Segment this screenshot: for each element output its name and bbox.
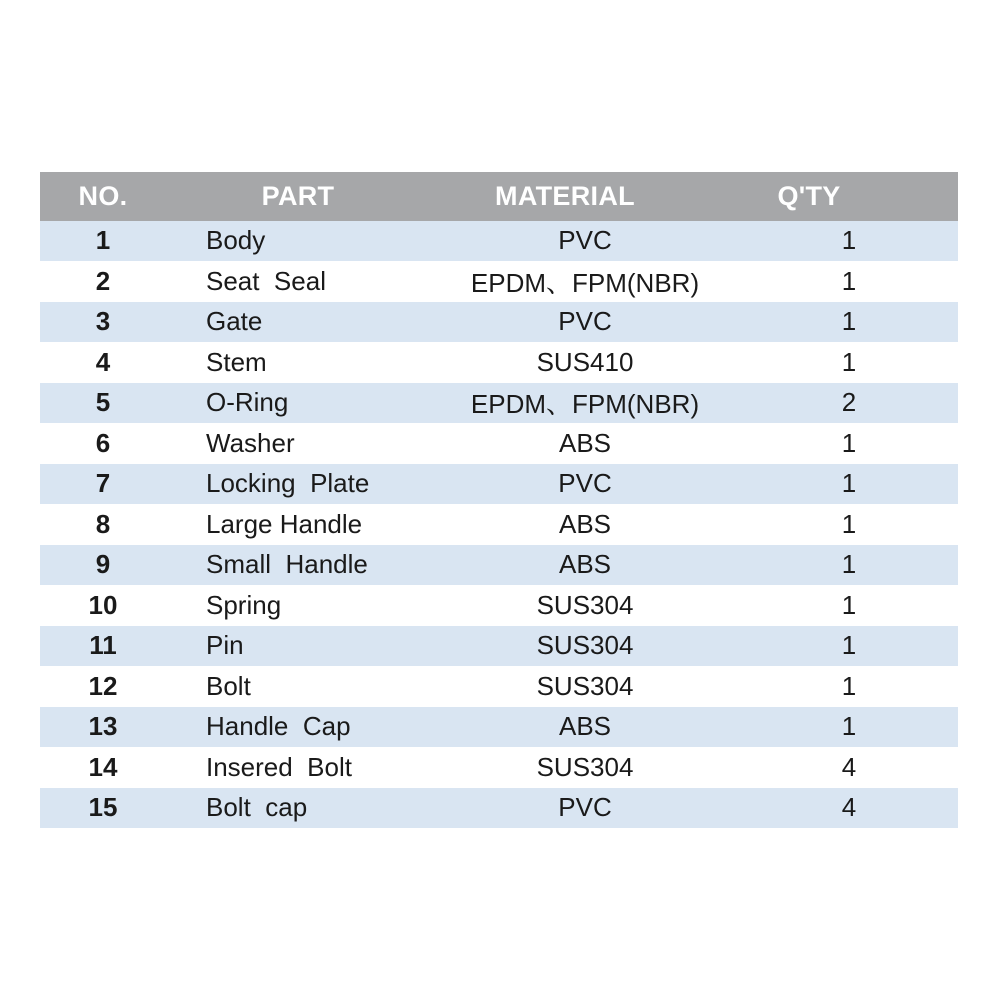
table-row — [40, 221, 958, 262]
table-row — [40, 424, 958, 465]
row-part: Insered Bolt — [206, 751, 352, 782]
row-qty: 1 — [841, 306, 857, 337]
row-part: Pin — [206, 630, 244, 661]
row-qty: 1 — [841, 346, 857, 377]
row-no: 4 — [95, 346, 111, 377]
row-qty: 1 — [841, 508, 857, 539]
row-no: 14 — [88, 751, 118, 782]
row-no: 13 — [88, 711, 118, 742]
row-qty: 1 — [841, 265, 857, 296]
row-part: Small Handle — [206, 549, 368, 580]
table-row — [40, 586, 958, 627]
header-no: NO. — [78, 181, 128, 211]
row-no: 1 — [95, 225, 111, 256]
row-no: 10 — [88, 589, 118, 620]
row-part: Gate — [206, 306, 263, 337]
row-material: EPDM、FPM(NBR) — [470, 267, 700, 298]
row-part: Bolt — [206, 670, 251, 701]
header-material: MATERIAL — [495, 181, 635, 211]
table-body — [40, 221, 958, 829]
row-material: SUS304 — [536, 670, 634, 701]
row-qty: 1 — [841, 427, 857, 458]
table-row — [40, 667, 958, 708]
row-material: PVC — [558, 306, 612, 337]
row-no: 7 — [95, 468, 111, 499]
row-qty: 1 — [841, 468, 857, 499]
row-no: 2 — [95, 265, 111, 296]
row-no: 3 — [95, 306, 111, 337]
header-qty: Q'TY — [777, 181, 841, 211]
row-part: O-Ring — [206, 387, 289, 418]
row-part: Bolt cap — [206, 792, 308, 823]
row-no: 9 — [95, 549, 111, 580]
row-qty: 2 — [841, 387, 857, 418]
row-material: SUS304 — [536, 630, 634, 661]
row-no: 5 — [95, 387, 111, 418]
row-material: EPDM、FPM(NBR) — [470, 389, 700, 420]
row-qty: 1 — [841, 225, 857, 256]
row-qty: 1 — [841, 630, 857, 661]
row-material: ABS — [558, 508, 612, 539]
header-part: PART — [261, 181, 335, 211]
table-row — [40, 464, 958, 505]
row-qty: 1 — [841, 549, 857, 580]
table-row — [40, 626, 958, 667]
row-qty: 4 — [841, 751, 857, 782]
row-part: Washer — [206, 427, 295, 458]
row-qty: 1 — [841, 670, 857, 701]
row-part: Locking Plate — [206, 468, 370, 499]
row-material: ABS — [558, 427, 612, 458]
table-row — [40, 545, 958, 586]
row-material: PVC — [558, 225, 612, 256]
row-material: ABS — [558, 549, 612, 580]
table-row — [40, 707, 958, 748]
row-part: Handle Cap — [206, 711, 351, 742]
row-no: 15 — [88, 792, 118, 823]
row-material: PVC — [558, 468, 612, 499]
table-row — [40, 505, 958, 546]
row-part: Stem — [206, 346, 267, 377]
table-row — [40, 302, 958, 343]
row-material: ABS — [558, 711, 612, 742]
row-no: 11 — [89, 630, 117, 661]
row-material: SUS304 — [536, 751, 634, 782]
row-no: 12 — [88, 670, 118, 701]
row-material: PVC — [558, 792, 612, 823]
row-part: Body — [206, 225, 266, 256]
row-part: Large Handle — [206, 508, 363, 539]
row-material: SUS304 — [536, 589, 634, 620]
row-part: Seat Seal — [206, 265, 326, 296]
row-qty: 1 — [841, 711, 857, 742]
row-part: Spring — [206, 589, 282, 620]
row-material: SUS410 — [536, 346, 634, 377]
parts-table — [40, 172, 958, 829]
row-no: 6 — [95, 427, 111, 458]
table-row — [40, 262, 958, 303]
row-no: 8 — [95, 508, 111, 539]
table-header — [40, 172, 958, 221]
row-qty: 1 — [841, 589, 857, 620]
table-row — [40, 343, 958, 384]
table-row — [40, 383, 958, 424]
row-qty: 4 — [841, 792, 857, 823]
table-row — [40, 748, 958, 789]
table-row — [40, 788, 958, 829]
